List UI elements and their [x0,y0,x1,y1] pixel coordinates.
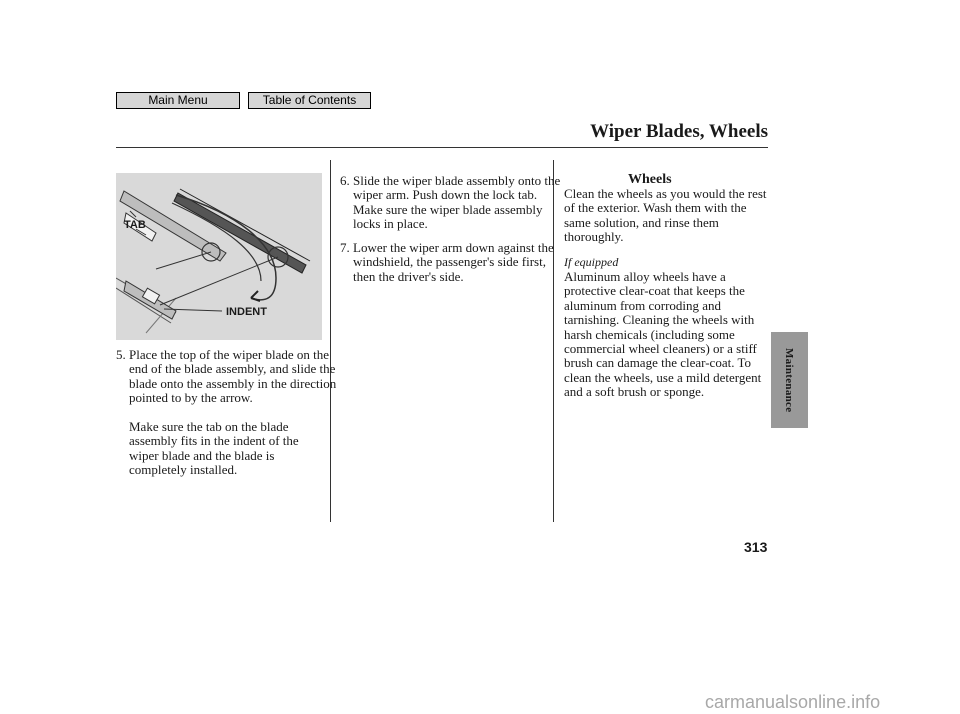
column-divider-left [330,160,331,522]
wheels-heading: Wheels [628,172,672,187]
wiper-blade-illustration [116,173,322,340]
instruction-step-7: 7. Lower the wiper arm down against the windshield, the passenger's side first, then the driver's side. [340,240,554,284]
watermark-text: carmanualsonline.info [705,692,881,712]
table-of-contents-button[interactable]: Table of Contents [248,92,371,109]
instruction-step-5-note: Make sure the tab on the blade assembly fits in the indent of the wiper blade and the blade is completely installed. [129,419,299,478]
if-equipped-note: If equipped [564,255,619,269]
page-number: 313 [744,539,768,555]
tab-label: TAB [124,219,146,231]
title-divider [116,147,768,148]
wheels-paragraph-2: Aluminum alloy wheels have a protective clear-coat that keeps the aluminum from corroding and tarnishing. Cleaning the wheels with harsh chemicals (including some commercial wheel cleaners) or a stiff brush can damage the clear-coat. To clean the wheels, use a mild detergent and a soft brush or sponge. [564,269,762,400]
wheels-paragraph-1: Clean the wheels as you would the rest of the exterior. Wash them with the same solution, and rinse them thoroughly. [564,186,767,245]
section-side-label: Maintenance [783,347,795,413]
main-menu-button[interactable]: Main Menu [116,92,240,109]
indent-label: INDENT [226,306,267,318]
wiper-blade-drawing [116,173,322,340]
instruction-step-5: 5. Place the top of the wiper blade on the end of the blade assembly, and slide the blade onto the assembly in the direction pointed to by the arrow. [116,347,337,406]
page-title: Wiper Blades, Wheels [590,121,768,142]
instruction-step-6: 6. Slide the wiper blade assembly onto the wiper arm. Push down the lock tab. Make sure the wiper blade assembly locks in place. [340,173,561,232]
